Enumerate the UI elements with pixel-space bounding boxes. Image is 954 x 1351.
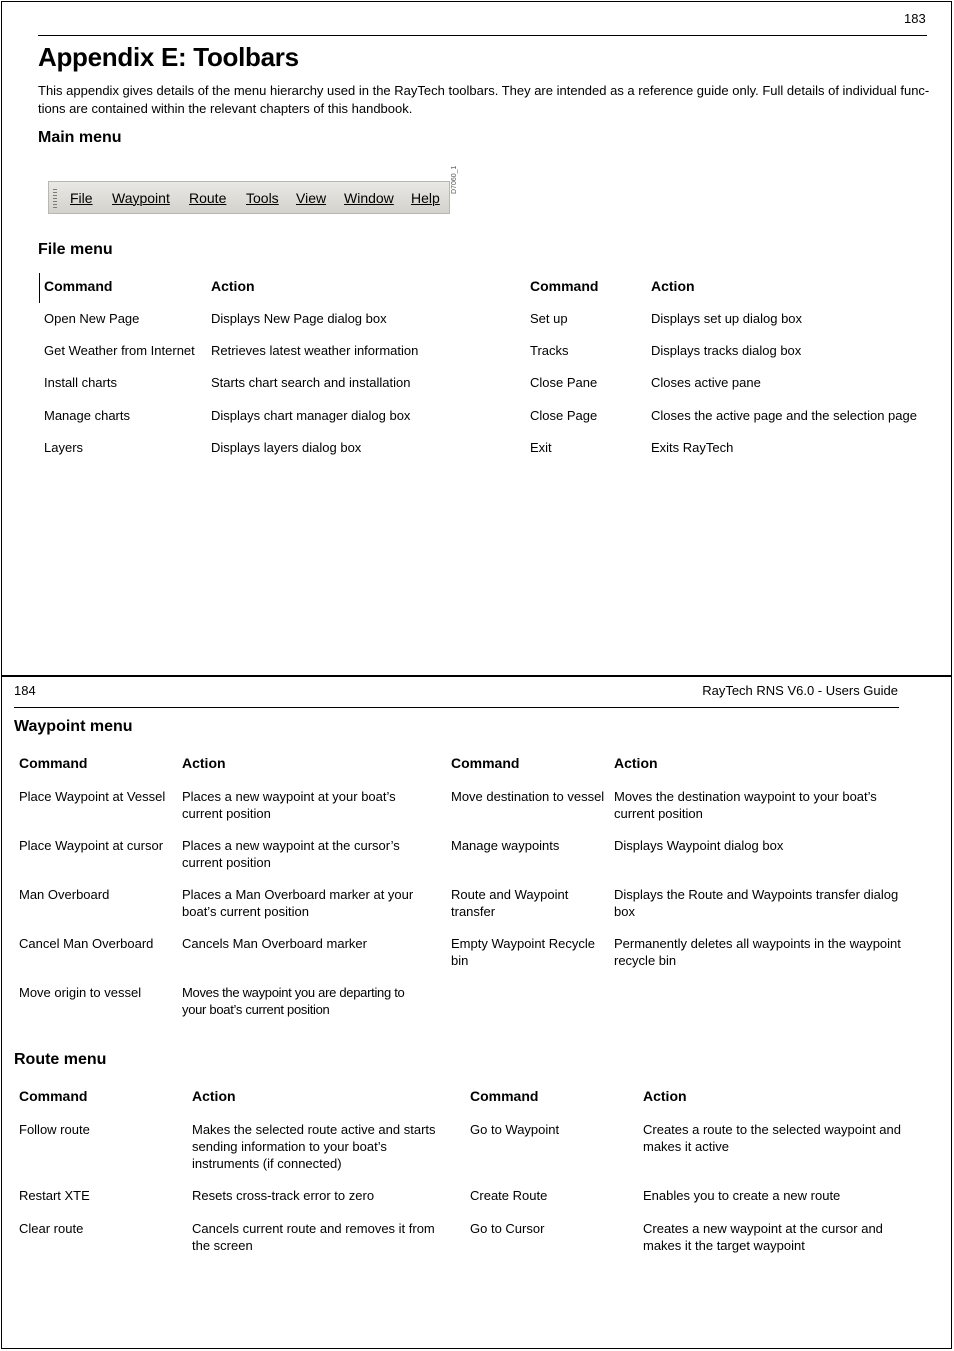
command-cell: Go to Cursor bbox=[470, 1221, 545, 1236]
menu-item-route: Route bbox=[189, 190, 227, 206]
column-header: Action bbox=[182, 755, 226, 771]
toolbar-grip-icon bbox=[53, 189, 57, 208]
route-menu-heading: Route menu bbox=[14, 1051, 107, 1068]
action-cell: Displays chart manager dialog box bbox=[211, 408, 411, 423]
command-cell: Place Waypoint at Vessel bbox=[19, 789, 166, 804]
command-cell: Layers bbox=[44, 440, 84, 455]
command-cell: Create Route bbox=[470, 1188, 548, 1203]
action-cell: Displays layers dialog box bbox=[211, 440, 362, 455]
action-cell: Retrieves latest weather information bbox=[211, 343, 419, 358]
command-cell: Empty Waypoint Recycle bin bbox=[451, 936, 596, 968]
column-header: Command bbox=[451, 755, 520, 771]
action-cell: Cancels Man Overboard marker bbox=[182, 936, 367, 951]
main-menu-toolbar-image bbox=[48, 181, 450, 214]
running-title: RayTech RNS V6.0 - Users Guide bbox=[702, 683, 898, 698]
command-cell: Set up bbox=[530, 311, 568, 326]
column-header: Action bbox=[643, 1088, 687, 1104]
command-cell: Install charts bbox=[44, 375, 117, 390]
action-cell: Cancels current route and removes it from the screen bbox=[192, 1221, 435, 1253]
action-cell: Displays set up dialog box bbox=[651, 311, 803, 326]
column-header: Command bbox=[19, 1088, 88, 1104]
command-cell: Go to Waypoint bbox=[470, 1122, 560, 1137]
command-cell: Place Waypoint at cursor bbox=[19, 838, 164, 853]
column-header: Command bbox=[44, 278, 113, 294]
action-cell: Permanently deletes all waypoints in the waypoint recycle bin bbox=[614, 936, 901, 968]
column-header: Action bbox=[651, 278, 695, 294]
column-header: Command bbox=[19, 755, 88, 771]
command-cell: Move destination to vessel bbox=[451, 789, 605, 804]
main-menu-heading: Main menu bbox=[38, 129, 122, 146]
menu-item-help: Help bbox=[411, 190, 440, 206]
column-header: Command bbox=[470, 1088, 539, 1104]
page-number: 183 bbox=[904, 11, 926, 26]
intro-line: This appendix gives details of the menu hierarchy used in the RayTech toolbars. They are intended as a reference guide only. Full details of individual func- bbox=[38, 83, 930, 98]
column-header: Action bbox=[614, 755, 658, 771]
page-title: Appendix E: Toolbars bbox=[38, 42, 299, 72]
action-cell: Closes active pane bbox=[651, 375, 761, 390]
command-cell: Cancel Man Overboard bbox=[19, 936, 154, 951]
action-cell: Displays New Page dialog box bbox=[211, 311, 387, 326]
command-cell: Tracks bbox=[530, 343, 569, 358]
column-header: Action bbox=[192, 1088, 236, 1104]
figure-code: D7060_1 bbox=[451, 165, 458, 194]
action-cell: Moves the destination waypoint to your boat’s current position bbox=[614, 789, 877, 821]
header-rule bbox=[38, 35, 927, 36]
page-number: 184 bbox=[14, 683, 36, 698]
command-cell: Man Overboard bbox=[19, 887, 110, 902]
command-cell: Manage waypoints bbox=[451, 838, 560, 853]
command-cell: Close Pane bbox=[530, 375, 598, 390]
action-cell: Displays tracks dialog box bbox=[651, 343, 802, 358]
command-cell: Follow route bbox=[19, 1122, 90, 1137]
waypoint-menu-heading: Waypoint menu bbox=[14, 718, 133, 735]
action-cell: Makes the selected route active and starts sending information to your boat’s instruments (if connected) bbox=[192, 1122, 436, 1171]
menu-item-file: File bbox=[70, 190, 93, 206]
action-cell: Places a new waypoint at your boat’s current position bbox=[182, 789, 396, 821]
action-cell: Exits RayTech bbox=[651, 440, 734, 455]
action-cell: Enables you to create a new route bbox=[643, 1188, 841, 1203]
command-cell: Clear route bbox=[19, 1221, 84, 1236]
page-184 bbox=[1, 676, 952, 1349]
action-cell: Starts chart search and installation bbox=[211, 375, 411, 390]
action-cell: Displays Waypoint dialog box bbox=[614, 838, 784, 853]
file-menu-heading: File menu bbox=[38, 241, 113, 258]
action-cell: Resets cross-track error to zero bbox=[192, 1188, 375, 1203]
action-cell: Places a new waypoint at the cursor’s current position bbox=[182, 838, 400, 870]
action-cell: Displays the Route and Waypoints transfer dialog box bbox=[614, 887, 899, 919]
menu-item-waypoint: Waypoint bbox=[112, 190, 170, 206]
action-cell: Moves the waypoint you are departing to your boat’s current position bbox=[182, 985, 405, 1017]
command-cell: Restart XTE bbox=[19, 1188, 90, 1203]
command-cell: Exit bbox=[530, 440, 552, 455]
action-cell: Creates a route to the selected waypoint and makes it active bbox=[643, 1122, 901, 1154]
menu-item-window: Window bbox=[344, 190, 394, 206]
command-cell: Open New Page bbox=[44, 311, 140, 326]
page-183 bbox=[1, 1, 952, 676]
column-header: Command bbox=[530, 278, 599, 294]
intro-paragraph bbox=[38, 82, 930, 118]
command-cell: Route and Waypoint transfer bbox=[451, 887, 569, 919]
action-cell: Closes the active page and the selection page bbox=[651, 408, 917, 423]
menu-item-view: View bbox=[296, 190, 327, 206]
header-rule bbox=[14, 707, 899, 708]
command-cell: Move origin to vessel bbox=[19, 985, 142, 1000]
command-cell: Get Weather from Internet bbox=[44, 343, 195, 358]
action-cell: Places a Man Overboard marker at your boat’s current position bbox=[182, 887, 414, 919]
action-cell: Creates a new waypoint at the cursor and makes it the target waypoint bbox=[643, 1221, 883, 1253]
command-cell: Manage charts bbox=[44, 408, 130, 423]
table-marker bbox=[39, 273, 40, 303]
menu-item-tools: Tools bbox=[246, 190, 279, 206]
command-cell: Close Page bbox=[530, 408, 598, 423]
column-header: Action bbox=[211, 278, 255, 294]
intro-line: tions are contained within the relevant chapters of this handbook. bbox=[38, 101, 413, 116]
